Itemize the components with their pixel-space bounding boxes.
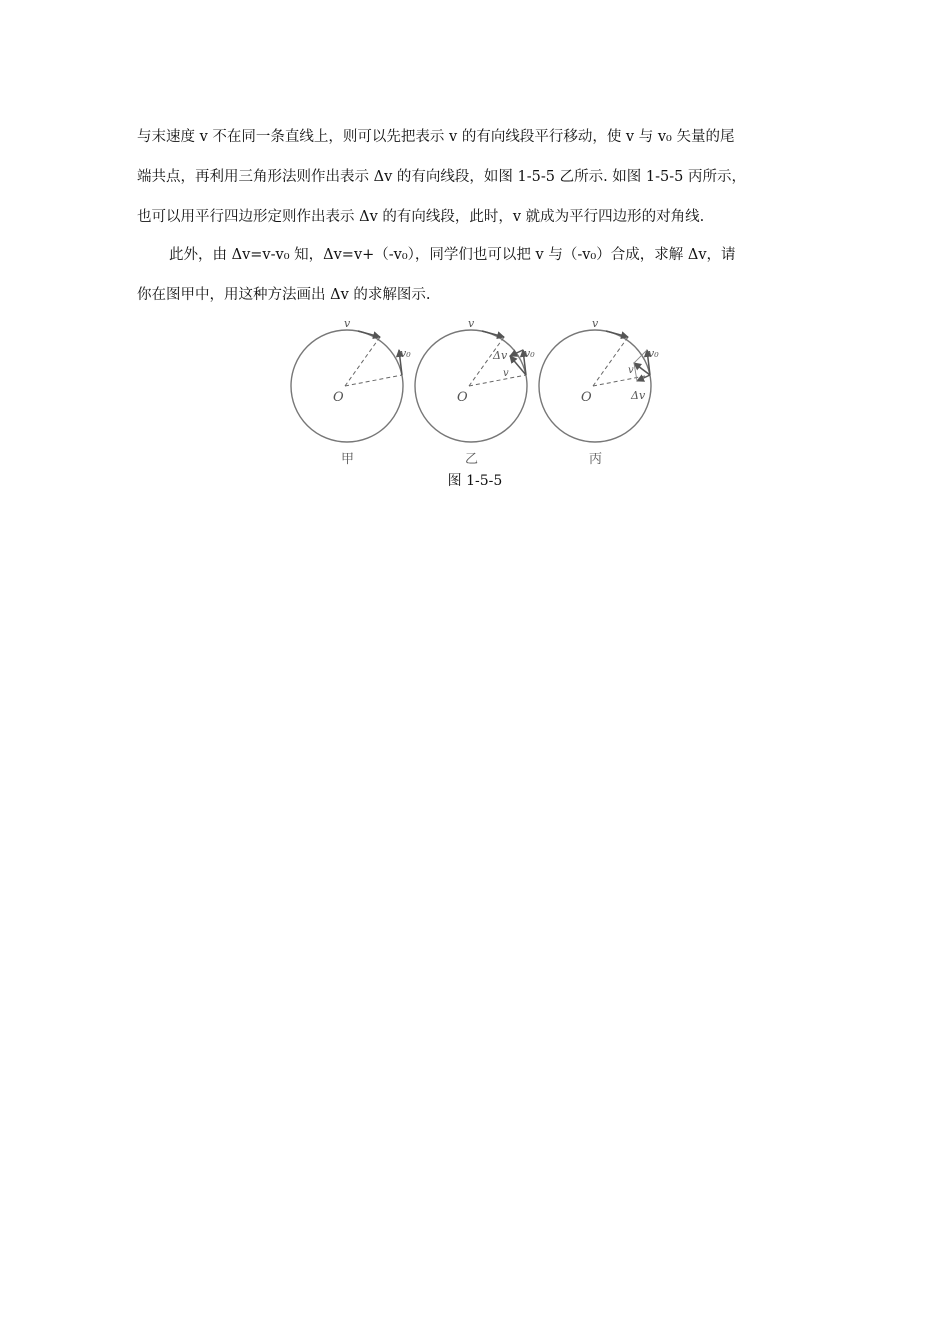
- velocity-change-figure: [0, 0, 950, 470]
- label-v-small-bing: v: [628, 365, 634, 376]
- radius-to-end-yi: [469, 375, 526, 386]
- figure-caption: 图 1-5-5: [447, 473, 503, 489]
- panel-label-jia: 甲: [341, 452, 355, 467]
- paragraph-1-line-2: 端共点，再利用三角形法则作出表示 Δv 的有向线段，如图 1-5-5 乙所示. 如图 1-5-5 丙所示，: [137, 169, 746, 185]
- velocity-v-arrow-jia: [358, 331, 380, 337]
- label-center-yi: O: [457, 390, 468, 405]
- paragraph-2-line-2: 你在图甲中，用这种方法画出 Δv 的求解图示.: [137, 287, 431, 303]
- paragraph-1-line-3: 也可以用平行四边形定则作出表示 Δv 的有向线段，此时，v 就成为平行四边形的对角线.: [137, 209, 705, 225]
- panel-label-yi: 乙: [465, 452, 479, 467]
- label-v0-yi: v₀: [524, 347, 535, 360]
- label-v-small-yi: v: [503, 368, 509, 379]
- velocity-v-arrow-bing: [606, 331, 628, 337]
- paragraph-1-line-1: 与末速度 v 不在同一条直线上，则可以先把表示 v 的有向线段平行移动，使 v 与 v₀ 矢量的尾: [137, 129, 735, 145]
- delta-v-arrow-yi: [510, 350, 523, 356]
- radius-to-end-jia: [345, 375, 402, 386]
- radius-to-start-jia: [345, 337, 380, 386]
- label-center-jia: O: [333, 390, 344, 405]
- radius-to-start-bing: [593, 337, 628, 386]
- label-v-bing: v: [592, 317, 599, 330]
- label-v-yi: v: [468, 317, 475, 330]
- label-v0-jia: v₀: [400, 347, 411, 360]
- label-center-bing: O: [581, 390, 592, 405]
- velocity-v-arrow-yi: [482, 331, 504, 337]
- label-v-jia: v: [344, 317, 351, 330]
- panel-label-bing: 丙: [589, 452, 603, 467]
- radius-to-end-bing: [593, 375, 650, 386]
- label-v0-bing: v₀: [648, 347, 659, 360]
- panel-yi: [415, 317, 535, 467]
- panel-bing: [539, 317, 659, 467]
- label-delta-v-yi: Δv: [493, 349, 508, 362]
- label-delta-v-bing: Δv: [631, 389, 646, 402]
- panel-jia: [291, 317, 411, 467]
- paragraph-2-line-1: 此外，由 Δv=v-v₀ 知，Δv=v+（-v₀），同学们也可以把 v 与（-v₀）合成，求解 Δv，请: [169, 247, 736, 263]
- translated-v-arrow-bing: [634, 363, 650, 375]
